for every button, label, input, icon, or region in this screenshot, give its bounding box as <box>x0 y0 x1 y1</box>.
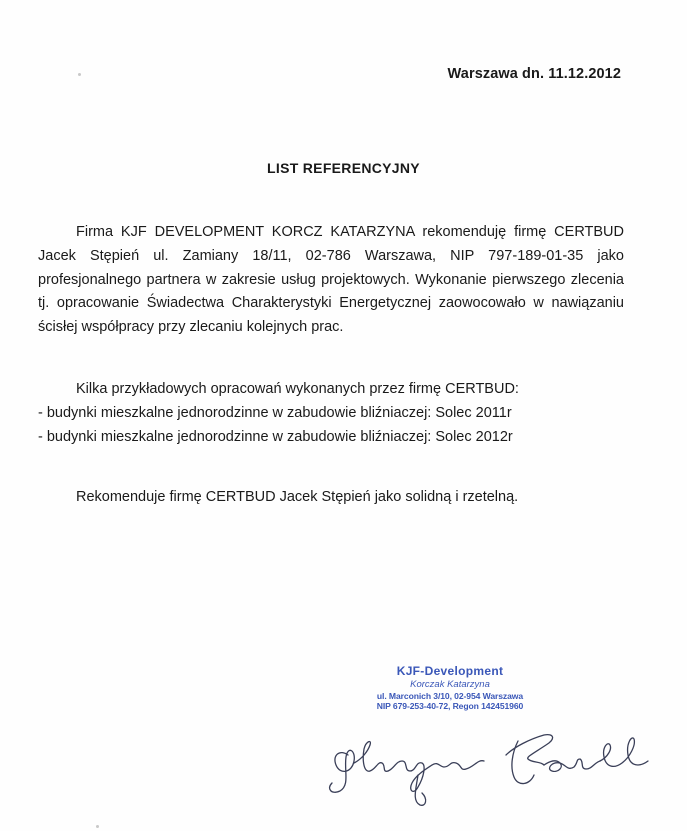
recommendation-paragraph: Firma KJF DEVELOPMENT KORCZ KATARZYNA rekomenduję firmę CERTBUD Jacek Stępień ul. Zamiany 18/11, 02-786 Warszawa, NIP 797-189-01-35 jako profesjonalnego partnera w zakresie usług projektowych. Wykonanie pierwszego zlecenia tj. opracowanie Świadectwa Charakterystyki Energetycznej zaowocowało w nawiązaniu ścisłej współpracy przy zlecaniu kolejnych prac. <box>38 224 624 336</box>
scan-speck <box>78 73 81 76</box>
stamp-address: ul. Marconich 3/10, 02-954 Warszawa <box>376 691 524 701</box>
stamp-company-name: KJF-Development <box>396 664 504 678</box>
examples-intro: Kilka przykładowych opracowań wykonanych przez firmę CERTBUD: <box>76 381 519 397</box>
scan-speck <box>96 825 99 828</box>
example-item-1: - budynki mieszkalne jednorodzinne w zabudowie bliźniaczej: Solec 2011r <box>38 404 512 421</box>
stamp-owner-name: Korczak Katarzyna <box>410 679 490 690</box>
handwritten-signature <box>318 705 658 815</box>
stamp-tax-ids: NIP 679-253-40-72, Regon 142451960 <box>376 701 524 711</box>
closing-paragraph: Rekomenduje firmę CERTBUD Jacek Stępień jako solidną i rzetelną. <box>76 489 519 505</box>
example-item-2: - budynki mieszkalne jednorodzinne w zabudowie bliźniaczej: Solec 2012r <box>38 428 513 445</box>
place-and-date: Warszawa dn. 11.12.2012 <box>447 66 621 82</box>
examples-section <box>38 378 636 449</box>
company-stamp <box>360 664 540 711</box>
document-title: LIST REFERENCYJNY <box>267 160 420 176</box>
